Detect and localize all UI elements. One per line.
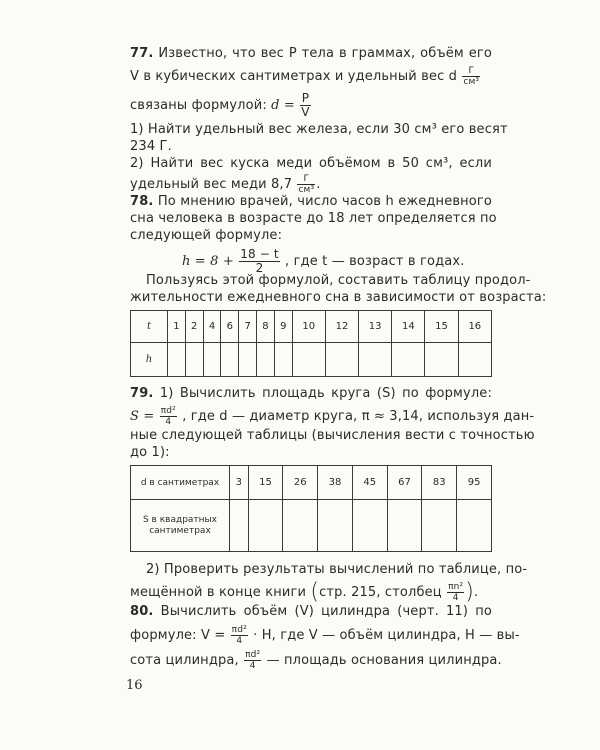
sleep-table-label-t: t	[131, 311, 168, 343]
p77-formula-fraction	[300, 92, 310, 119]
p77-unit-fraction	[462, 66, 480, 87]
circle-table-row-s	[131, 500, 492, 552]
circle-table-empty-cell	[318, 500, 353, 552]
page-number: 16	[126, 678, 143, 693]
p77-number: 77.	[130, 46, 154, 61]
p77-unit-den: см³	[463, 77, 480, 87]
p78-formula-den: 2	[255, 261, 264, 275]
p78-line3: следующей формуле:	[130, 228, 283, 243]
p80-formula-num: πd²	[231, 625, 247, 635]
sleep-table-empty-cell	[185, 343, 203, 377]
sleep-table-age: 1	[168, 311, 186, 343]
p80-formula-den: 4	[236, 636, 243, 646]
sleep-table-empty-cell	[168, 343, 186, 377]
p79-part2-text: мещённой в конце книги	[130, 585, 307, 600]
p80-line3	[130, 650, 502, 671]
p79-line1	[130, 386, 492, 402]
p77-part2-text: удельный вес меди 8,7	[130, 177, 293, 192]
p77-part1-line1: 1) Найти удельный вес железа, если 30 см³ его весят	[130, 122, 508, 137]
sleep-table-empty-cell	[257, 343, 275, 377]
p77-unit-num: Г	[462, 66, 480, 77]
sleep-table-age: 7	[239, 311, 257, 343]
circle-table-value: 15	[248, 466, 283, 500]
p78-text1: По мнению врачей, число часов h ежедневного	[157, 194, 492, 209]
p80-text1: Вычислить объём (V) цилиндра (черт. 11) по	[160, 604, 492, 619]
p80-text2: · H, где V — объём цилиндра, H — вы-	[253, 628, 520, 643]
p77-part1-line2: 234 Г.	[130, 139, 172, 154]
p79-part2-line1: 2) Проверить результаты вычислений по таблице, по-	[146, 562, 528, 577]
sleep-table-age: 10	[292, 311, 325, 343]
p77-part2-line2: удельный вес меди 8,7 $\frac{Г}{\text{см³}}$ .	[130, 174, 321, 195]
p77-line1	[130, 46, 492, 62]
circle-table-empty-cell	[352, 500, 387, 552]
p77-part2-den: см³	[298, 185, 315, 195]
p80-number: 80.	[130, 604, 154, 619]
paren-close: )	[465, 579, 475, 605]
sleep-table-age: 16	[458, 311, 491, 343]
p79-formula-den: 4	[165, 417, 172, 427]
sleep-table-empty-cell	[392, 343, 425, 377]
p77-part2-fraction	[297, 174, 315, 195]
p79-part2-line2: мещённой в конце книги (стр. 215, столбец $\frac{\text{πn²}}{4}$ ).	[130, 579, 479, 605]
p80-base-den: 4	[249, 661, 256, 671]
circle-table-value: 38	[318, 466, 353, 500]
p77-text2: V в кубических сантиметрах и удельный вес d	[130, 69, 458, 84]
p77-text1: Известно, что вес P тела в граммах, объём его	[158, 46, 492, 61]
p80-text3: сота цилиндра,	[130, 653, 239, 668]
circle-table-value: 3	[230, 466, 249, 500]
circle-table-label-s: S в квадратных сантиметрах	[131, 500, 230, 552]
sleep-table-empty-cell	[292, 343, 325, 377]
sleep-table-empty-cell	[425, 343, 458, 377]
sleep-table-empty-cell	[325, 343, 358, 377]
circle-table-empty-cell	[387, 500, 422, 552]
p78-number: 78.	[130, 194, 154, 209]
sleep-table-age: 6	[221, 311, 239, 343]
p79-part2-num: πn²	[448, 582, 464, 592]
p80-line1	[130, 604, 492, 620]
p78-line5: жительности ежедневного сна в зависимости от возраста:	[130, 290, 547, 305]
sleep-table-label-h: h	[131, 343, 168, 377]
paren-open: (	[310, 579, 320, 605]
sleep-table-age: 4	[203, 311, 221, 343]
circle-table-value: 83	[422, 466, 457, 500]
sleep-table-age: 14	[392, 311, 425, 343]
p79-line4: до 1):	[130, 445, 170, 460]
p79-text2: , где d — диаметр круга, π ≈ 3,14, используя дан-	[182, 409, 535, 424]
p77-formula-lhs: d =	[271, 98, 295, 113]
p79-formula-num: πd²	[160, 406, 176, 416]
sleep-table	[130, 310, 492, 377]
circle-table-value: 95	[457, 466, 492, 500]
p80-line2	[130, 625, 520, 646]
p80-text4: — площадь основания цилиндра.	[266, 653, 502, 668]
p78-line2: сна человека в возрасте до 18 лет определяется по	[130, 211, 497, 226]
circle-table-empty-cell	[457, 500, 492, 552]
p79-formula-fraction	[160, 406, 177, 427]
p77-part2-line1: 2) Найти вес куска меди объёмом в 50 см³, если	[130, 156, 492, 171]
p79-line3: ные следующей таблицы (вычисления вести с точностью	[130, 428, 535, 443]
p79-number: 79.	[130, 386, 154, 401]
circle-table-value: 26	[283, 466, 318, 500]
circle-table-empty-cell	[283, 500, 318, 552]
sleep-table-empty-cell	[359, 343, 392, 377]
p77-text3: связаны формулой:	[130, 98, 267, 113]
p79-part2-fraction	[447, 582, 464, 603]
p77-part2-num: Г	[297, 174, 315, 185]
sleep-table-row-h	[131, 343, 492, 377]
circle-table	[130, 465, 492, 552]
p79-text1: 1) Вычислить площадь круга (S) по формуле:	[159, 386, 492, 401]
sleep-table-row-t	[131, 311, 492, 343]
p78-formula	[182, 248, 482, 275]
sleep-table-empty-cell	[221, 343, 239, 377]
p79-part2-den: 4	[452, 593, 459, 603]
p78-formula-num: 18 − t	[240, 247, 279, 261]
sleep-table-age: 8	[257, 311, 275, 343]
circle-table-empty-cell	[248, 500, 283, 552]
sleep-table-empty-cell	[458, 343, 491, 377]
p79-line2	[130, 406, 535, 427]
circle-table-value: 45	[352, 466, 387, 500]
p80-formula-fraction	[231, 625, 248, 646]
circle-table-label-d: d в сантиметрах	[131, 466, 230, 500]
p77-line2	[130, 66, 492, 87]
circle-table-empty-cell	[422, 500, 457, 552]
p78-formula-fraction	[239, 248, 280, 275]
sleep-table-empty-cell	[203, 343, 221, 377]
p79-formula-lhs: S =	[130, 409, 155, 424]
sleep-table-age: 12	[325, 311, 358, 343]
p78-line1	[130, 194, 492, 210]
p78-line4: Пользуясь этой формулой, составить таблицу продол-	[146, 273, 531, 288]
p79-part2-ref: стр. 215, столбец	[319, 585, 442, 600]
p80-base-fraction	[244, 650, 261, 671]
sleep-table-empty-cell	[239, 343, 257, 377]
p78-formula-rhs: , где t — возраст в годах.	[285, 254, 465, 269]
circle-table-empty-cell	[230, 500, 249, 552]
sleep-table-age: 15	[425, 311, 458, 343]
p80-base-num: πd²	[245, 650, 261, 660]
p80-formula-lhs: формуле: V =	[130, 628, 226, 643]
circle-table-value: 67	[387, 466, 422, 500]
sleep-table-age: 9	[274, 311, 292, 343]
sleep-table-age: 13	[359, 311, 392, 343]
p77-formula-num: P	[301, 91, 310, 105]
sleep-table-age: 2	[185, 311, 203, 343]
p77-line3	[130, 92, 492, 119]
circle-table-row-d	[131, 466, 492, 500]
p78-formula-lhs: h = 8 +	[182, 254, 234, 269]
sleep-table-empty-cell	[274, 343, 292, 377]
p77-formula-den: V	[301, 105, 310, 119]
